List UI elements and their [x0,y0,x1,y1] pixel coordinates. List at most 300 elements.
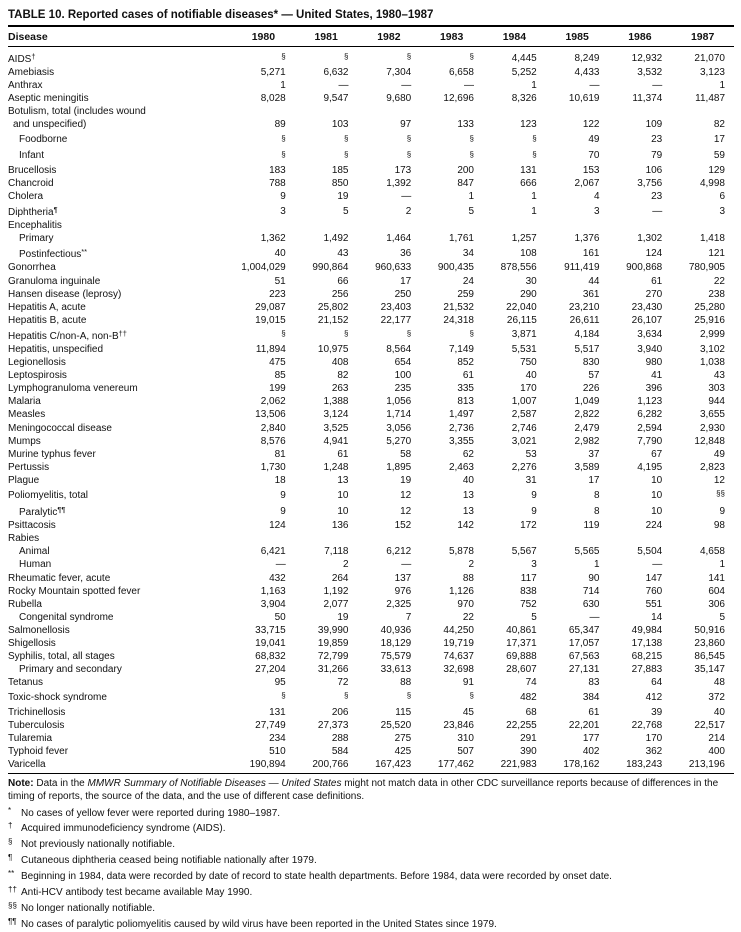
value-cell: 122 [582,119,600,131]
disease-label: Congenital syndrome [19,611,114,623]
value-cell [358,148,421,164]
value-cell: 25,916 [694,314,725,326]
footnote-symbol: * [8,805,12,815]
table-row [8,719,734,732]
table-row [8,637,734,650]
value-cell: 40 [525,370,537,382]
disease-label: Salmonellosis [8,624,70,636]
value-cell: 6 [719,190,725,202]
value-cell: 10 [337,489,349,501]
value-cell: 2,822 [574,409,600,421]
disease-label: Murine typhus fever [8,448,96,460]
value-cell: 760 [645,585,663,597]
value-cell: 13 [337,474,349,486]
value-cell: 788 [269,177,286,189]
table-row [8,532,734,545]
value-cell: 88 [462,572,474,584]
table-row [8,132,734,148]
not-notifiable-symbol: § [344,149,349,159]
value-cell: 6,282 [637,409,663,421]
disease-label: Syphilis, total, all stages [8,651,115,663]
value-cell: 10 [651,489,663,501]
value-cell: 44 [588,275,600,287]
table-row [8,545,734,558]
value-cell: 1,163 [260,585,286,597]
value-cell: 23,860 [694,638,725,650]
not-notifiable-symbol: § [406,691,412,701]
value-cell: 1 [531,190,537,202]
value-cell: — [275,559,286,571]
table-row [8,219,734,232]
value-cell: 141 [708,572,725,584]
value-cell: 23 [651,134,663,146]
table-row [8,395,734,408]
value-cell [483,132,546,148]
value-cell [232,689,295,705]
value-cell: 65,347 [568,624,600,636]
value-cell: 36 [400,247,412,259]
value-cell: 136 [331,520,349,532]
value-cell: 6,212 [386,546,412,558]
value-cell [295,148,358,164]
value-cell: — [401,190,412,202]
footnote-symbol: ¶¶ [8,916,17,926]
value-cell: 170 [520,383,537,395]
value-cell: 9 [280,505,286,517]
value-cell: 9 [280,190,286,202]
value-cell: 3,940 [637,343,663,355]
not-notifiable-symbol: § [469,149,474,159]
value-cell: 5 [468,205,474,217]
value-cell: 3,532 [637,67,663,79]
value-cell: 852 [457,357,474,369]
not-notifiable-symbol: § [344,691,349,701]
value-cell: — [589,80,600,92]
footnote [8,900,734,916]
value-cell: 847 [457,177,474,189]
value-cell: 3,634 [637,329,663,341]
value-cell: 1 [531,205,537,217]
value-cell: 2,463 [448,461,474,473]
value-cell: 10 [337,505,349,517]
table-row [8,118,734,131]
value-cell: 8 [593,489,600,501]
disease-label: AIDS† [8,52,36,65]
disease-label: Primary [19,233,54,245]
value-cell: 850 [331,177,349,189]
value-cell: 2,067 [574,177,600,189]
value-cell: 33,715 [255,624,286,636]
disease-label: Rocky Mountain spotted fever [8,585,141,597]
value-cell: 39,990 [317,624,349,636]
not-notifiable-symbol: § [469,691,474,701]
disease-column-header: Disease [8,26,232,47]
disease-label: Rabies [8,533,40,545]
value-cell [295,689,358,705]
value-cell: 5,567 [511,546,537,558]
value-cell: 74 [525,677,537,689]
value-cell: 9 [531,489,537,501]
value-cell: 291 [520,732,537,744]
value-cell: 2,840 [260,422,286,434]
value-cell: 235 [394,383,412,395]
value-cell: 44,250 [443,624,474,636]
value-cell: 37 [588,448,600,460]
value-cell: 67 [651,448,663,460]
value-cell: 30 [525,275,537,287]
value-cell: 8,576 [260,435,286,447]
value-cell: 81 [274,448,286,460]
table-row [8,356,734,369]
table-row [8,261,734,274]
footnote-text: Beginning in 1984, data were recorded by date of record to state health departments. Before 1984, data were recorded by onset date. [21,871,612,883]
value-cell: 57 [588,370,600,382]
value-cell: 4,998 [699,177,725,189]
value-cell: 14 [651,611,663,623]
not-notifiable-symbol: § [344,52,349,61]
value-cell: 23 [651,190,663,202]
footnote-symbol: †† [8,885,17,895]
value-cell: 8,326 [511,93,537,105]
value-cell: 25,520 [380,719,412,731]
not-notifiable-symbol: § [281,691,286,701]
value-cell: 8 [593,505,600,517]
value-cell: 1,257 [511,233,537,245]
value-cell: 51 [274,275,286,287]
value-cell: — [464,80,474,92]
value-cell: 3,102 [699,343,725,355]
value-cell: 109 [645,119,663,131]
value-cell: 129 [708,164,725,176]
table-row [8,461,734,474]
value-cell [358,132,421,148]
value-cell: 1,038 [699,357,725,369]
value-cell: 79 [651,150,663,162]
value-cell: 2,276 [511,461,537,473]
value-cell: 3,756 [637,177,663,189]
value-cell [420,47,483,67]
value-cell: 5,531 [511,343,537,355]
value-cell [420,148,483,164]
table-row [8,585,734,598]
value-cell: 22,517 [694,719,725,731]
value-cell: — [652,205,663,217]
disease-label: Plague [8,474,40,486]
value-cell: 61 [337,448,349,460]
value-cell: 82 [713,119,725,131]
value-cell: 97 [400,119,412,131]
value-cell: 7 [405,611,412,623]
value-cell: 2,587 [511,409,537,421]
value-cell: 970 [457,598,474,610]
value-cell: 750 [520,357,537,369]
value-cell: 2 [342,559,349,571]
value-cell: 270 [645,288,663,300]
value-cell: 362 [645,745,663,757]
disease-label: Poliomyelitis, total [8,489,89,501]
value-cell: — [652,80,663,92]
value-cell: 5,271 [260,67,286,79]
value-cell: 26,115 [506,314,537,326]
value-cell: 2,479 [574,422,600,434]
disease-label: Amebiasis [8,67,55,79]
footnote [8,916,734,932]
value-cell: 3,355 [448,435,474,447]
table-row [8,650,734,663]
value-cell: 1,049 [574,396,600,408]
disease-label: Meningococcal disease [8,422,112,434]
value-cell: 83 [588,677,600,689]
table-row [8,203,734,219]
value-cell: 2,746 [511,422,537,434]
value-cell: 100 [394,370,412,382]
value-cell: 98 [713,520,725,532]
value-cell: 1,392 [386,177,412,189]
disease-label: and unspecified) [13,119,87,131]
footnote-symbol: ¶ [8,853,13,863]
value-cell: 69,888 [506,651,537,663]
value-cell: 50 [274,611,286,623]
footnote-symbol: ** [8,869,15,879]
disease-label: Malaria [8,396,41,408]
value-cell: 306 [708,598,725,610]
table-note [8,778,734,804]
value-cell: 5,565 [574,546,600,558]
value-cell: 72,799 [317,651,349,663]
disease-label: Shigellosis [8,638,56,650]
value-cell: 263 [331,383,349,395]
value-cell: 752 [520,598,537,610]
value-cell: 1,004,029 [241,262,286,274]
table-row [8,79,734,92]
value-cell: 11,894 [255,343,286,355]
value-cell: 67,563 [568,651,600,663]
value-cell: 40 [462,474,474,486]
value-cell: 630 [582,598,600,610]
not-notifiable-symbol: § [406,328,412,338]
value-cell: 11,374 [632,93,663,105]
value-cell: 49,984 [631,624,663,636]
footnote-text: Acquired immunodeficiency syndrome (AIDS). [21,823,226,835]
value-cell: 33,613 [380,664,412,676]
value-cell: 32,698 [443,664,474,676]
disease-label: Aseptic meningitis [8,93,89,105]
footnote-text: Not previously nationally notifiable. [21,839,175,851]
disease-label: Tuberculosis [8,719,65,731]
value-cell: 13 [462,489,474,501]
table-row [8,382,734,395]
header-row [8,26,734,47]
value-cell: 12 [713,474,725,486]
value-cell: 213,196 [688,758,725,770]
value-cell: 8,028 [260,93,286,105]
disease-label: Granuloma inguinale [8,275,101,287]
value-cell: 6,421 [260,546,286,558]
value-cell: 10 [651,474,663,486]
footnote [8,884,734,900]
value-cell: 475 [269,357,286,369]
value-cell: 1,492 [323,233,349,245]
value-cell: 510 [269,745,286,757]
table-row [8,732,734,745]
value-cell: 221,983 [500,758,537,770]
value-cell: 1,464 [386,233,412,245]
disease-label: Hepatitis C/non-A, non-B†† [8,328,127,342]
value-cell [232,132,295,148]
value-cell: 19,719 [443,638,474,650]
value-cell: 12 [400,489,412,501]
value-cell: 5,252 [511,67,537,79]
value-cell: 2 [405,205,412,217]
table-row [8,275,734,288]
table-row [8,422,734,435]
value-cell: 43 [337,247,349,259]
value-cell: 830 [582,357,600,369]
table-row [8,474,734,487]
value-cell: 396 [645,383,663,395]
value-cell: 900,868 [626,262,663,274]
value-cell: 103 [331,119,349,131]
footnote [8,836,734,852]
value-cell: 137 [394,572,412,584]
value-cell: 19,015 [255,314,286,326]
value-cell: 214 [708,732,725,744]
value-cell: 2,999 [699,329,725,341]
value-cell: 275 [394,732,412,744]
value-cell: 22,040 [506,301,537,313]
value-cell: 223 [269,288,286,300]
value-cell: 1,362 [260,233,286,245]
value-cell: 3,021 [511,435,537,447]
table-body [8,47,734,774]
value-cell: 48 [713,677,725,689]
footnote-marker: ¶¶ [57,505,66,515]
disease-label: Human [19,559,52,571]
value-cell: 3 [280,205,286,217]
value-cell: 5,517 [574,343,600,355]
value-cell: 3 [531,559,537,571]
value-cell: 780,905 [688,262,725,274]
value-cell: 9 [719,505,725,517]
year-column-header: 1985 [546,26,609,47]
value-cell: 9 [280,489,286,501]
year-column-header: 1981 [295,26,358,47]
value-cell [358,47,421,67]
value-cell: 288 [331,732,349,744]
value-cell: 3,871 [511,329,537,341]
year-column-header: 1983 [420,26,483,47]
value-cell: 4,433 [574,67,600,79]
value-cell [232,327,295,343]
value-cell: 3,904 [260,598,286,610]
value-cell: 12 [400,505,412,517]
value-cell: 21,152 [317,314,349,326]
value-cell: 26,107 [631,314,663,326]
value-cell: 990,864 [312,262,349,274]
value-cell [232,47,295,67]
value-cell: 1 [719,80,725,92]
disease-label: Legionellosis [8,357,66,369]
value-cell: 17,371 [506,638,537,650]
value-cell: 19 [400,474,412,486]
value-cell: 26,611 [569,314,600,326]
value-cell: 173 [394,164,412,176]
value-cell: 3,525 [323,422,349,434]
table-row [8,369,734,382]
value-cell: 49 [588,134,600,146]
footnote-text: No longer nationally notifiable. [21,903,155,914]
disease-label: Foodborne [19,134,68,146]
value-cell: 238 [708,288,725,300]
value-cell: 226 [582,383,600,395]
value-cell: 1,895 [386,461,412,473]
value-cell: 119 [583,520,600,532]
not-notifiable-symbol: § [344,133,349,143]
value-cell: 40 [274,247,286,259]
value-cell: 24,318 [443,314,474,326]
disease-label: Measles [8,409,46,421]
value-cell: 7,118 [324,546,349,558]
value-cell: 58 [400,448,412,460]
value-cell: 10 [651,505,663,517]
value-cell: 2,594 [637,422,663,434]
disease-label: Hepatitis, unspecified [8,343,104,355]
value-cell: 666 [520,177,537,189]
value-cell: 39 [651,706,663,718]
value-cell: 12,932 [631,52,663,64]
value-cell [420,132,483,148]
value-cell: 6,658 [448,67,474,79]
value-cell: 22,768 [631,719,663,731]
value-cell: 234 [269,732,286,744]
footnote [8,820,734,836]
value-cell: 24 [462,275,474,287]
value-cell: 402 [582,745,600,757]
disease-label: Trichinellosis [8,706,66,718]
value-cell: 980 [645,357,663,369]
value-cell: 7,790 [637,435,663,447]
disease-label: Typhoid fever [8,745,69,757]
not-notifiable-symbol: § [344,328,349,338]
disease-label: Leptospirosis [8,370,67,382]
value-cell: 43 [713,370,725,382]
value-cell: 1,123 [637,396,663,408]
value-cell: 400 [708,745,725,757]
value-cell: 50,916 [694,624,725,636]
table-row [8,758,734,774]
value-cell: 19,859 [317,638,349,650]
not-notifiable-symbol: § [406,52,412,61]
footnote-marker: ** [81,247,88,257]
disease-label: Cholera [8,190,44,202]
disease-label: Gonorrhea [8,262,56,274]
value-cell: 64 [651,677,663,689]
value-cell: 3,655 [699,409,725,421]
value-cell: 35,147 [694,664,725,676]
value-cell: 25,280 [694,301,725,313]
value-cell: 22,177 [380,314,412,326]
value-cell: 310 [457,732,474,744]
value-cell: 177 [582,732,600,744]
value-cell: 4,184 [574,329,600,341]
not-notifiable-symbol: § [406,133,412,143]
value-cell: 72 [337,677,349,689]
value-cell [420,689,483,705]
value-cell: 7,149 [448,343,474,355]
value-cell: 28,607 [506,664,537,676]
note-label: Note: [8,777,34,789]
value-cell: 82 [337,370,349,382]
